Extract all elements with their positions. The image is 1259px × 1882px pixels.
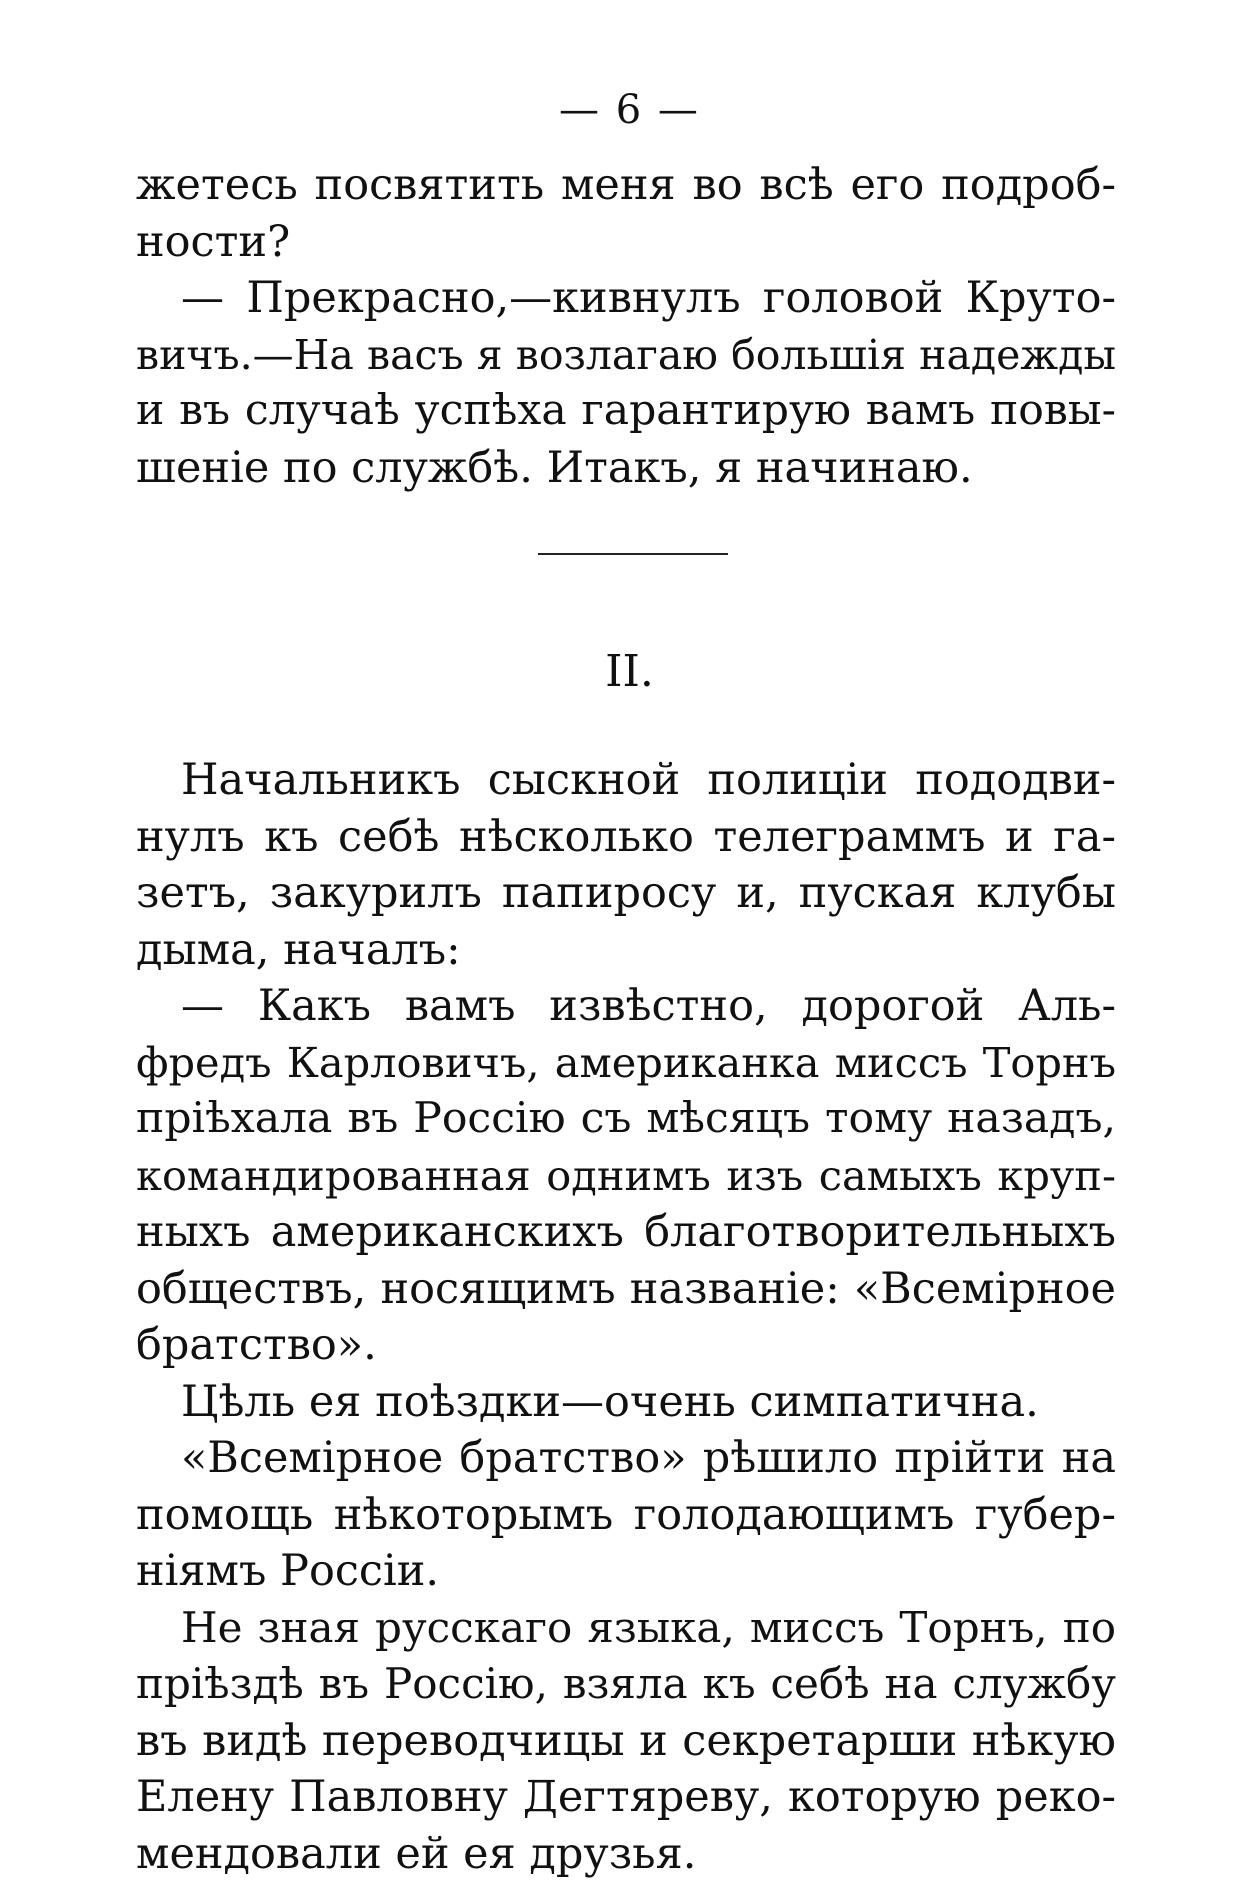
text-line: братство». xyxy=(136,1317,1116,1374)
text-line: Цѣль ея поѣздки—очень симпатична. xyxy=(136,1374,1116,1431)
text-line: въ видѣ переводчицы и секретарши нѣкую xyxy=(136,1713,1116,1770)
text-line: вичъ.—На васъ я возлагаю большія надежды xyxy=(136,327,1116,384)
text-line: нулъ къ себѣ нѣсколько телеграммъ и га- xyxy=(136,809,1116,866)
text-line: фредъ Карловичъ, американка миссъ Торнъ xyxy=(136,1035,1116,1092)
text-line: жетесь посвятить меня во всѣ его подроб- xyxy=(136,157,1116,214)
text-line: зетъ, закурилъ папиросу и, пуская клубы xyxy=(136,865,1116,922)
text-line: пріѣхала въ Россію съ мѣсяцъ тому назадъ, xyxy=(136,1091,1116,1148)
text-line: ности? xyxy=(136,214,1116,271)
text-line: ніямъ Россіи. xyxy=(136,1543,1116,1600)
section-separator xyxy=(538,553,728,555)
text-block-bottom xyxy=(136,752,1116,1882)
text-line: Елену Павловну Дегтяреву, которую реко- xyxy=(136,1769,1116,1826)
text-line: «Всемірное братство» рѣшило прійти на xyxy=(136,1430,1116,1487)
text-line: дыма, началъ: xyxy=(136,922,1116,979)
text-line: пріѣздѣ въ Россію, взяла къ себѣ на службу xyxy=(136,1656,1116,1713)
text-line: Не зная русскаго языка, миссъ Торнъ, по xyxy=(136,1600,1116,1657)
page-number: — 6 — xyxy=(0,86,1259,134)
text-line: помощь нѣкоторымъ голодающимъ губер- xyxy=(136,1487,1116,1544)
text-line: — Какъ вамъ извѣстно, дорогой Аль- xyxy=(136,978,1116,1035)
text-line: командированная однимъ изъ самыхъ круп- xyxy=(136,1148,1116,1205)
text-line: Начальникъ сыскной полиціи пододви- xyxy=(136,752,1116,809)
text-line: обществъ, носящимъ названіе: «Всемірное xyxy=(136,1261,1116,1318)
text-line: и въ случаѣ успѣха гарантирую вамъ повы- xyxy=(136,383,1116,440)
text-block-top xyxy=(136,157,1116,496)
chapter-heading: II. xyxy=(0,646,1259,698)
text-line: шеніе по службѣ. Итакъ, я начинаю. xyxy=(136,440,1116,497)
text-line: ныхъ американскихъ благотворительныхъ xyxy=(136,1204,1116,1261)
text-line: — Прекрасно,—кивнулъ головой Круто- xyxy=(136,270,1116,327)
text-line: мендовали ей ея друзья. xyxy=(136,1826,1116,1882)
